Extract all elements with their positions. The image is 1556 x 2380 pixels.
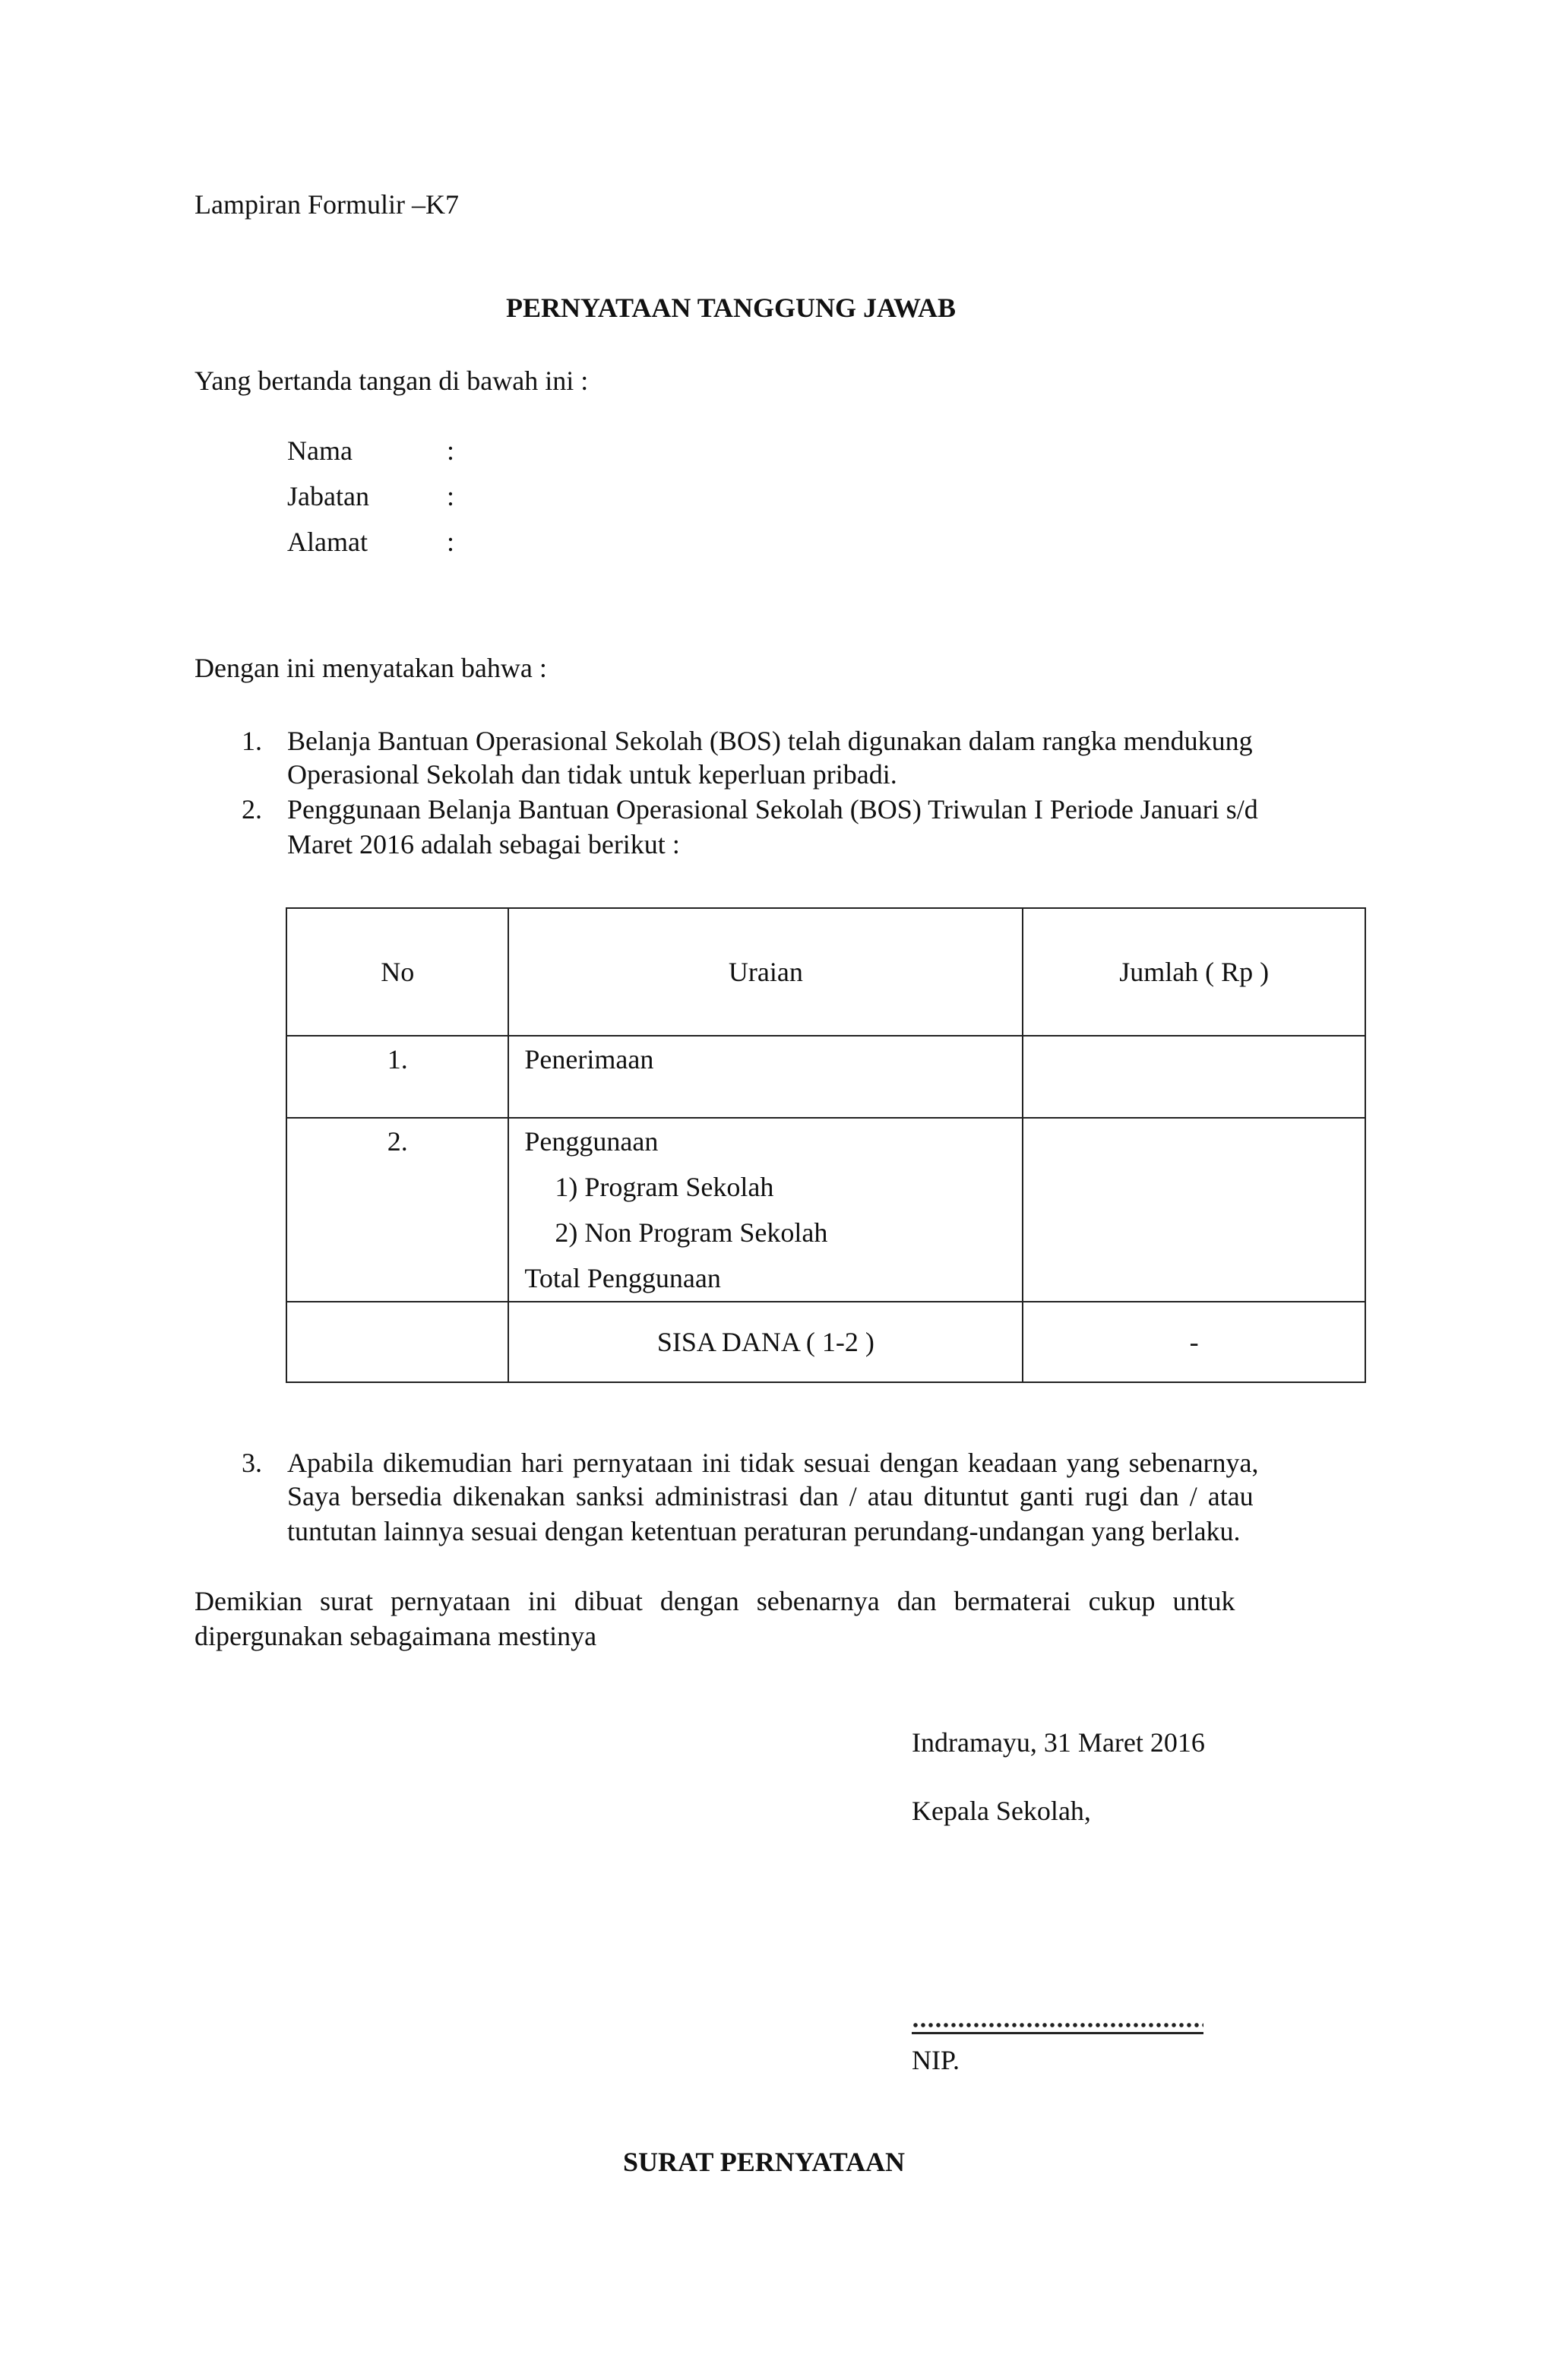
closing-line-1: Demikian surat pernyataan ini dibuat dengan sebenarnya dan bermaterai cukup untuk xyxy=(194,1586,1235,1616)
field-label: Alamat xyxy=(287,527,368,557)
table-row xyxy=(286,1036,1365,1118)
nip-label: NIP. xyxy=(912,2045,960,2075)
field-label: Nama xyxy=(287,435,353,466)
field-colon: : xyxy=(447,527,455,557)
item-number: 3. xyxy=(242,1448,262,1478)
statement-intro: Dengan ini menyatakan bahwa : xyxy=(194,653,547,683)
item-1-line-1: Belanja Bantuan Operasional Sekolah (BOS) telah digunakan dalam rangka mendukung xyxy=(287,726,1253,756)
cell-jumlah xyxy=(1023,1036,1365,1118)
field-label: Jabatan xyxy=(287,481,369,511)
cell-uraian: SISA DANA ( 1-2 ) xyxy=(508,1302,1023,1382)
item-3-line-2: Saya bersedia dikenakan sanksi administrasi dan / atau dituntut ganti rugi dan / atau xyxy=(287,1481,1254,1511)
cell-uraian: Penerimaan xyxy=(508,1036,1023,1118)
footer-label: SURAT PERNYATAAN xyxy=(623,2147,906,2177)
intro-text: Yang bertanda tangan di bawah ini : xyxy=(194,366,589,396)
cell-jumlah: - xyxy=(1023,1302,1365,1382)
signature-dotted-line xyxy=(912,2011,1203,2034)
cell-uraian xyxy=(508,1118,1023,1302)
place-date: Indramayu, 31 Maret 2016 xyxy=(912,1727,1205,1758)
uraian-total: Total Penggunaan xyxy=(524,1263,721,1293)
table-row xyxy=(286,1302,1365,1382)
table-header-row xyxy=(286,908,1365,1036)
document-title: PERNYATAAN TANGGUNG JAWAB xyxy=(506,293,957,323)
cell-no: 1. xyxy=(286,1036,508,1118)
uraian-sub-item: 1) Program Sekolah xyxy=(555,1172,774,1202)
item-number: 2. xyxy=(242,794,262,824)
item-1-line-2: Operasional Sekolah dan tidak untuk keperluan pribadi. xyxy=(287,759,897,790)
header-uraian: Uraian xyxy=(508,908,1023,1036)
field-alamat xyxy=(287,524,591,559)
field-nama xyxy=(287,433,591,468)
cell-no xyxy=(286,1302,508,1382)
item-3-line-3: tuntutan lainnya sesuai dengan ketentuan peraturan perundang-undangan yang berlaku. xyxy=(287,1516,1241,1546)
uraian-sub-item: 2) Non Program Sekolah xyxy=(555,1217,828,1248)
item-2-line-2: Maret 2016 adalah sebagai berikut : xyxy=(287,829,680,859)
field-colon: : xyxy=(447,435,455,466)
signer-position: Kepala Sekolah, xyxy=(912,1796,1091,1826)
field-jabatan xyxy=(287,479,591,514)
cell-jumlah xyxy=(1023,1118,1365,1302)
header-no: No xyxy=(286,908,508,1036)
cell-no: 2. xyxy=(286,1118,508,1302)
header-jumlah: Jumlah ( Rp ) xyxy=(1023,908,1365,1036)
attachment-label: Lampiran Formulir –K7 xyxy=(194,189,459,220)
uraian-label: Penggunaan xyxy=(524,1126,659,1157)
table-row xyxy=(286,1118,1365,1302)
item-2-line-1: Penggunaan Belanja Bantuan Operasional Sekolah (BOS) Triwulan I Periode Januari s/d xyxy=(287,794,1258,824)
item-3-line-1: Apabila dikemudian hari pernyataan ini tidak sesuai dengan keadaan yang sebenarnya, xyxy=(287,1448,1259,1478)
item-number: 1. xyxy=(242,726,262,756)
closing-line-2: dipergunakan sebagaimana mestinya xyxy=(194,1621,597,1651)
bos-summary-table xyxy=(286,907,1366,1383)
field-colon: : xyxy=(447,481,455,511)
